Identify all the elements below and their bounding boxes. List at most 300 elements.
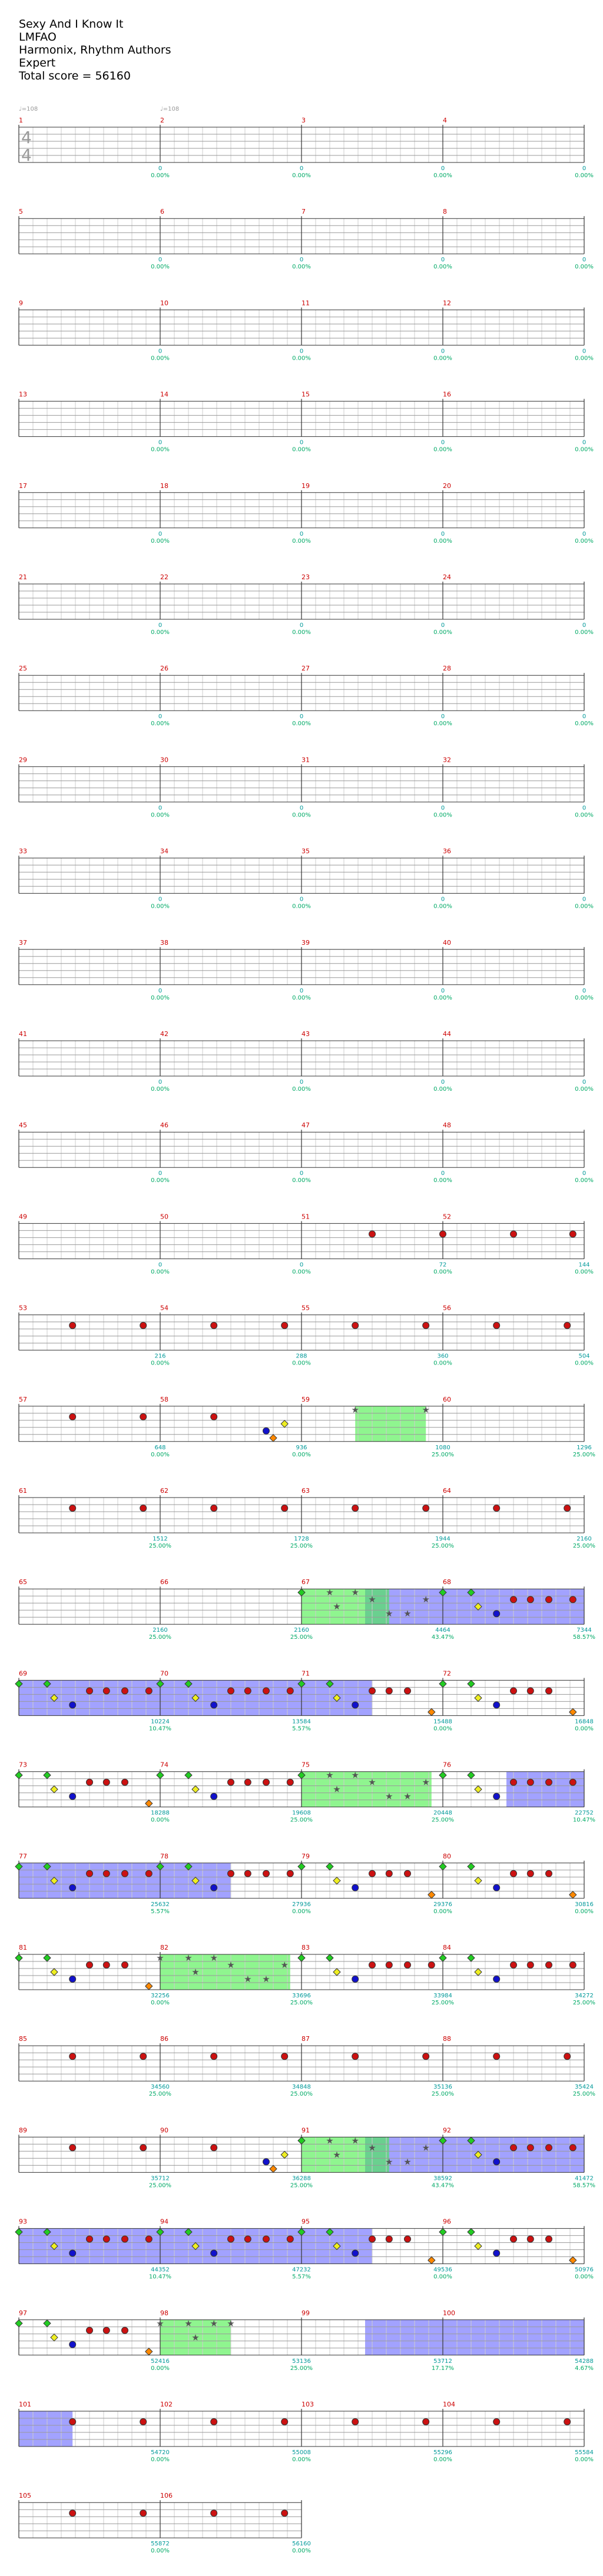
note-r [263, 1870, 270, 1877]
note-r [281, 2419, 288, 2425]
note-r [287, 2236, 293, 2242]
note-b [69, 1793, 76, 1800]
time-signature-denominator: 4 [21, 145, 32, 165]
measure-number: 30 [160, 756, 168, 764]
measure-score: 55584 [575, 2449, 594, 2456]
measure-number: 25 [19, 665, 27, 673]
note-r [546, 1870, 552, 1877]
measure-number: 46 [160, 1121, 168, 1130]
measure-number: 34 [160, 847, 168, 855]
note-b [352, 1702, 359, 1708]
measure-percent: 0.00% [151, 1269, 170, 1276]
note-y [281, 2151, 288, 2158]
measure-score: 72 [439, 1262, 447, 1269]
note-r [140, 2419, 147, 2425]
note-r [244, 1779, 251, 1785]
note-y [475, 1968, 482, 1976]
note-b [211, 1884, 217, 1891]
measure-score: 49536 [433, 2266, 452, 2273]
measure-number: 24 [443, 573, 451, 581]
measure-score: 0 [158, 622, 163, 629]
measure-percent: 25.00% [290, 2091, 313, 2098]
measure-score: 0 [299, 1262, 304, 1269]
measure-percent: 25.00% [572, 2091, 596, 2098]
measure-percent: 0.00% [433, 721, 452, 728]
measure-score: 0 [299, 439, 304, 446]
note-r [546, 1596, 552, 1603]
measure-percent: 25.00% [290, 1817, 313, 1824]
star-note: ★ [333, 2149, 341, 2160]
measure-number: 75 [302, 1761, 310, 1769]
measure-number: 92 [443, 2126, 451, 2135]
measure-number: 38 [160, 938, 168, 947]
measure-number: 95 [302, 2218, 310, 2226]
measure-score: 54288 [575, 2358, 594, 2365]
star-note: ★ [210, 1953, 218, 1963]
measure-number: 49 [19, 1213, 27, 1221]
note-b [352, 1884, 359, 1891]
measure-percent: 25.00% [290, 1543, 313, 1549]
note-r [569, 1231, 576, 1237]
note-b [493, 1793, 500, 1800]
note-r [244, 1870, 251, 1877]
measure-number: 90 [160, 2126, 168, 2135]
star-note: ★ [227, 1960, 235, 1970]
star-note: ★ [184, 2318, 193, 2329]
note-r [122, 2327, 128, 2333]
note-b [493, 2250, 500, 2256]
measure-number: 103 [302, 2401, 314, 2408]
note-r [511, 1962, 517, 1968]
measure-number: 101 [19, 2401, 31, 2408]
note-r [386, 2236, 392, 2242]
measure-number: 67 [302, 1578, 310, 1586]
measure-number: 48 [443, 1121, 451, 1130]
note-r [103, 1962, 110, 1968]
star-note: ★ [351, 1770, 359, 1781]
measure-percent: 0.00% [151, 1360, 170, 1367]
measure-score: 0 [582, 713, 587, 721]
activation-region [506, 1772, 584, 1807]
measure-number: 29 [19, 756, 27, 764]
measure-number: 81 [19, 1944, 27, 1951]
measure-percent: 0.00% [292, 2548, 311, 2555]
measure-percent: 0.00% [292, 2457, 311, 2463]
note-r [527, 1870, 534, 1877]
measure-number: 91 [302, 2126, 310, 2135]
measure-score: 0 [440, 1170, 445, 1177]
note-g [468, 1954, 475, 1961]
measure-score: 1296 [577, 1444, 592, 1451]
note-r [546, 1688, 552, 1694]
note-r [228, 1688, 234, 1694]
measure-score: 0 [582, 805, 587, 812]
note-r [369, 1231, 376, 1237]
measure-score: 0 [582, 257, 587, 264]
note-o [428, 2257, 435, 2264]
note-o [569, 1708, 577, 1715]
measure-percent: 0.00% [151, 994, 170, 1001]
note-r [440, 1231, 446, 1237]
star-note: ★ [333, 1784, 341, 1795]
measure-number: 105 [19, 2492, 31, 2500]
note-r [211, 2145, 217, 2151]
measure-score: 53136 [292, 2358, 311, 2365]
measure-number: 23 [302, 573, 310, 581]
measure-percent: 4.67% [575, 2365, 594, 2372]
measure-number: 99 [302, 2309, 310, 2317]
measure-score: 34560 [151, 2084, 170, 2091]
note-r [211, 2510, 217, 2517]
measure-score: 0 [440, 257, 445, 264]
measure-score: 0 [299, 622, 304, 629]
note-g [298, 1863, 305, 1870]
measure-score: 32256 [151, 1993, 170, 1999]
note-r [405, 2236, 411, 2242]
measure-number: 42 [160, 1030, 168, 1038]
measure-percent: 25.00% [148, 1634, 172, 1641]
note-r [569, 1962, 576, 1968]
measure-number: 36 [443, 847, 451, 855]
measure-number: 18 [160, 482, 168, 490]
measure-score: 0 [440, 165, 445, 172]
measure-number: 37 [19, 938, 27, 947]
note-y [281, 1420, 288, 1428]
note-r [386, 1962, 392, 1968]
note-b [211, 2250, 217, 2256]
note-g [326, 1954, 333, 1961]
measure-score: 0 [582, 530, 587, 537]
measure-percent: 0.00% [151, 2000, 170, 2006]
note-r [87, 1962, 93, 1968]
note-b [493, 1611, 500, 1617]
star-note: ★ [262, 1974, 270, 1984]
measure-score: 0 [299, 1079, 304, 1085]
bpm-label: ♩=108 [19, 106, 38, 112]
measure-percent: 25.00% [572, 2000, 596, 2006]
song-title: Sexy And I Know It [19, 18, 124, 31]
measure-percent: 0.00% [151, 1451, 170, 1458]
measure-score: 13584 [292, 1718, 311, 1725]
activation-region [365, 2320, 584, 2355]
measure-percent: 0.00% [575, 1086, 594, 1093]
note-r [511, 2236, 517, 2242]
star-note: ★ [351, 2135, 359, 2146]
measure-percent: 25.00% [148, 1543, 172, 1549]
measure-score: 0 [158, 1170, 163, 1177]
note-r [527, 1779, 534, 1785]
note-r [211, 2053, 217, 2060]
measure-percent: 0.00% [433, 446, 452, 453]
measure-number: 17 [19, 482, 27, 490]
measure-number: 78 [160, 1852, 168, 1860]
measure-percent: 0.00% [151, 721, 170, 728]
measure-number: 39 [302, 938, 310, 947]
star-note: ★ [244, 1974, 252, 1984]
measure-number: 27 [302, 665, 310, 673]
star-note: ★ [326, 1587, 334, 1598]
measure-number: 68 [443, 1578, 451, 1586]
measure-percent: 25.00% [148, 2091, 172, 2098]
measure-number: 16 [443, 390, 451, 399]
measure-number: 69 [19, 1669, 27, 1678]
measure-percent: 0.00% [151, 446, 170, 453]
measure-number: 20 [443, 482, 451, 490]
note-r [281, 2510, 288, 2517]
measure-number: 86 [160, 2035, 168, 2043]
measure-percent: 25.00% [572, 1543, 596, 1549]
measure-number: 7 [302, 208, 306, 216]
measure-score: 0 [440, 439, 445, 446]
measure-number: 77 [19, 1852, 27, 1860]
note-r [546, 2236, 552, 2242]
measure-number: 15 [302, 390, 310, 399]
measure-score: 0 [158, 348, 163, 355]
measure-percent: 0.00% [433, 903, 452, 910]
note-r [244, 2236, 251, 2242]
note-g [15, 1954, 22, 1961]
measure-score: 44352 [151, 2266, 170, 2273]
measure-number: 43 [302, 1030, 310, 1038]
measure-score: 1944 [435, 1536, 450, 1542]
note-r [140, 2510, 147, 2517]
measure-score: 2160 [577, 1536, 592, 1542]
measure-percent: 10.47% [148, 1725, 172, 1732]
note-g [439, 2229, 446, 2236]
measure-number: 1 [19, 117, 23, 124]
note-r [386, 1870, 392, 1877]
measure-score: 4464 [435, 1627, 450, 1634]
measure-score: 0 [582, 987, 587, 994]
measure-number: 100 [443, 2309, 455, 2317]
note-r [287, 1688, 293, 1694]
measure-score: 0 [299, 713, 304, 721]
measure-score: 648 [154, 1444, 166, 1451]
measure-score: 52416 [151, 2358, 170, 2365]
measure-number: 44 [443, 1030, 451, 1038]
measure-score: 0 [299, 1170, 304, 1177]
note-r [352, 1322, 359, 1329]
measure-percent: 0.00% [575, 2457, 594, 2463]
measure-score: 0 [440, 622, 445, 629]
note-r [423, 1505, 429, 1512]
star-note: ★ [351, 1587, 359, 1598]
note-b [493, 1976, 500, 1983]
measure-percent: 43.47% [431, 2182, 455, 2189]
star-note: ★ [422, 1777, 430, 1788]
star-note: ★ [326, 2135, 334, 2146]
note-r [140, 2053, 147, 2060]
note-g [44, 1954, 51, 1961]
note-r [263, 1779, 270, 1785]
measure-number: 41 [19, 1030, 27, 1038]
note-r [211, 2419, 217, 2425]
note-r [564, 2053, 571, 2060]
measure-number: 31 [302, 756, 310, 764]
note-b [352, 2250, 359, 2256]
note-r [386, 1688, 392, 1694]
measure-number: 28 [443, 665, 451, 673]
note-r [546, 2145, 552, 2151]
measure-percent: 25.00% [290, 2000, 313, 2006]
measure-number: 59 [302, 1395, 310, 1403]
note-g [468, 1680, 475, 1687]
note-r [369, 1962, 376, 1968]
note-r [103, 2327, 110, 2333]
measure-percent: 25.00% [431, 1817, 455, 1824]
note-g [468, 2229, 475, 2236]
measure-score: 360 [437, 1353, 449, 1360]
measure-number: 106 [160, 2492, 173, 2500]
note-g [439, 1772, 446, 1779]
measure-score: 0 [299, 987, 304, 994]
measure-percent: 25.00% [431, 1451, 455, 1458]
measure-number: 10 [160, 299, 168, 307]
star-note: ★ [385, 1791, 393, 1802]
star-note: ★ [385, 1608, 393, 1619]
note-r [369, 1870, 376, 1877]
note-r [281, 1505, 288, 1512]
star-note: ★ [351, 1404, 359, 1415]
measure-score: 30816 [575, 1901, 594, 1908]
note-g [15, 1772, 22, 1779]
measure-score: 0 [440, 805, 445, 812]
measure-percent: 0.00% [292, 1177, 311, 1184]
note-b [263, 2159, 270, 2165]
measure-percent: 0.00% [433, 1908, 452, 1915]
note-g [185, 1772, 192, 1779]
measure-percent: 25.00% [290, 1634, 313, 1641]
note-r [405, 1962, 411, 1968]
measure-percent: 25.00% [431, 2000, 455, 2006]
measure-percent: 0.00% [292, 1908, 311, 1915]
measure-percent: 10.47% [572, 1817, 596, 1824]
note-r [103, 1688, 110, 1694]
measure-score: 10224 [151, 1718, 170, 1725]
note-b [69, 2250, 76, 2256]
measure-number: 57 [19, 1395, 27, 1403]
note-r [228, 2236, 234, 2242]
star-note: ★ [191, 2332, 200, 2343]
note-r [423, 2053, 429, 2060]
note-r [511, 1596, 517, 1603]
measure-number: 13 [19, 390, 27, 399]
note-y [475, 1694, 482, 1701]
measure-score: 0 [440, 1079, 445, 1085]
measure-number: 85 [19, 2035, 27, 2043]
measure-number: 32 [443, 756, 451, 764]
note-r [352, 2419, 359, 2425]
note-g [439, 1680, 446, 1687]
measure-score: 22752 [575, 1810, 594, 1817]
measure-score: 0 [582, 348, 587, 355]
measure-score: 35136 [433, 2084, 452, 2091]
measure-score: 35712 [151, 2175, 170, 2182]
measure-percent: 0.00% [151, 1817, 170, 1824]
measure-number: 5 [19, 208, 23, 216]
measure-number: 93 [19, 2218, 27, 2226]
measure-percent: 0.00% [292, 812, 311, 819]
measure-percent: 0.00% [433, 629, 452, 636]
measure-score: 54720 [151, 2449, 170, 2456]
measure-number: 11 [302, 299, 310, 307]
measure-score: 0 [582, 1079, 587, 1085]
note-y [51, 1786, 58, 1793]
measure-score: 0 [158, 1262, 163, 1269]
note-o [428, 1891, 435, 1898]
measure-percent: 5.57% [292, 2273, 311, 2280]
note-o [145, 1983, 153, 1990]
measure-percent: 0.00% [575, 172, 594, 179]
measure-score: 0 [440, 713, 445, 721]
measure-number: 8 [443, 208, 447, 216]
measure-percent: 0.00% [292, 721, 311, 728]
measure-percent: 0.00% [575, 1908, 594, 1915]
measure-percent: 0.00% [151, 2548, 170, 2555]
note-b [493, 1702, 500, 1708]
measure-score: 936 [296, 1444, 307, 1451]
measure-number: 72 [443, 1669, 451, 1678]
note-o [428, 1708, 435, 1715]
note-b [211, 1793, 217, 1800]
note-r [228, 1870, 234, 1877]
note-r [69, 2510, 76, 2517]
star-note: ★ [368, 1594, 376, 1605]
note-y [475, 1877, 482, 1884]
note-r [122, 1688, 128, 1694]
measure-percent: 0.00% [292, 446, 311, 453]
note-r [423, 2419, 429, 2425]
measure-score: 0 [158, 896, 163, 903]
note-r [569, 1596, 576, 1603]
measure-score: 15488 [433, 1718, 452, 1725]
note-r [287, 1870, 293, 1877]
measure-percent: 0.00% [292, 264, 311, 271]
song-charter: Harmonix, Rhythm Authors [19, 44, 171, 57]
measure-score: 34272 [575, 1993, 594, 1999]
note-r [511, 1688, 517, 1694]
measure-number: 89 [19, 2126, 27, 2135]
note-r [527, 2236, 534, 2242]
measure-percent: 0.00% [151, 172, 170, 179]
note-r [511, 1231, 517, 1237]
measure-score: 0 [440, 348, 445, 355]
measure-percent: 0.00% [151, 537, 170, 545]
note-r [140, 1322, 147, 1329]
note-g [157, 1772, 164, 1779]
note-r [103, 1870, 110, 1877]
note-r [546, 1962, 552, 1968]
note-r [145, 1688, 152, 1694]
star-note: ★ [333, 1601, 341, 1612]
note-r [281, 2053, 288, 2060]
star-note: ★ [326, 1770, 334, 1781]
measure-number: 54 [160, 1304, 168, 1312]
measure-number: 3 [302, 117, 306, 124]
measure-percent: 0.00% [151, 264, 170, 271]
star-note: ★ [422, 1594, 430, 1605]
measure-score: 0 [582, 622, 587, 629]
measure-percent: 0.00% [151, 2365, 170, 2372]
note-b [352, 1976, 359, 1983]
measure-number: 60 [443, 1395, 451, 1403]
measure-number: 6 [160, 208, 164, 216]
measure-score: 2160 [153, 1627, 168, 1634]
note-r [87, 2236, 93, 2242]
measure-score: 16848 [575, 1718, 594, 1725]
note-y [475, 1786, 482, 1793]
note-g [439, 1954, 446, 1961]
